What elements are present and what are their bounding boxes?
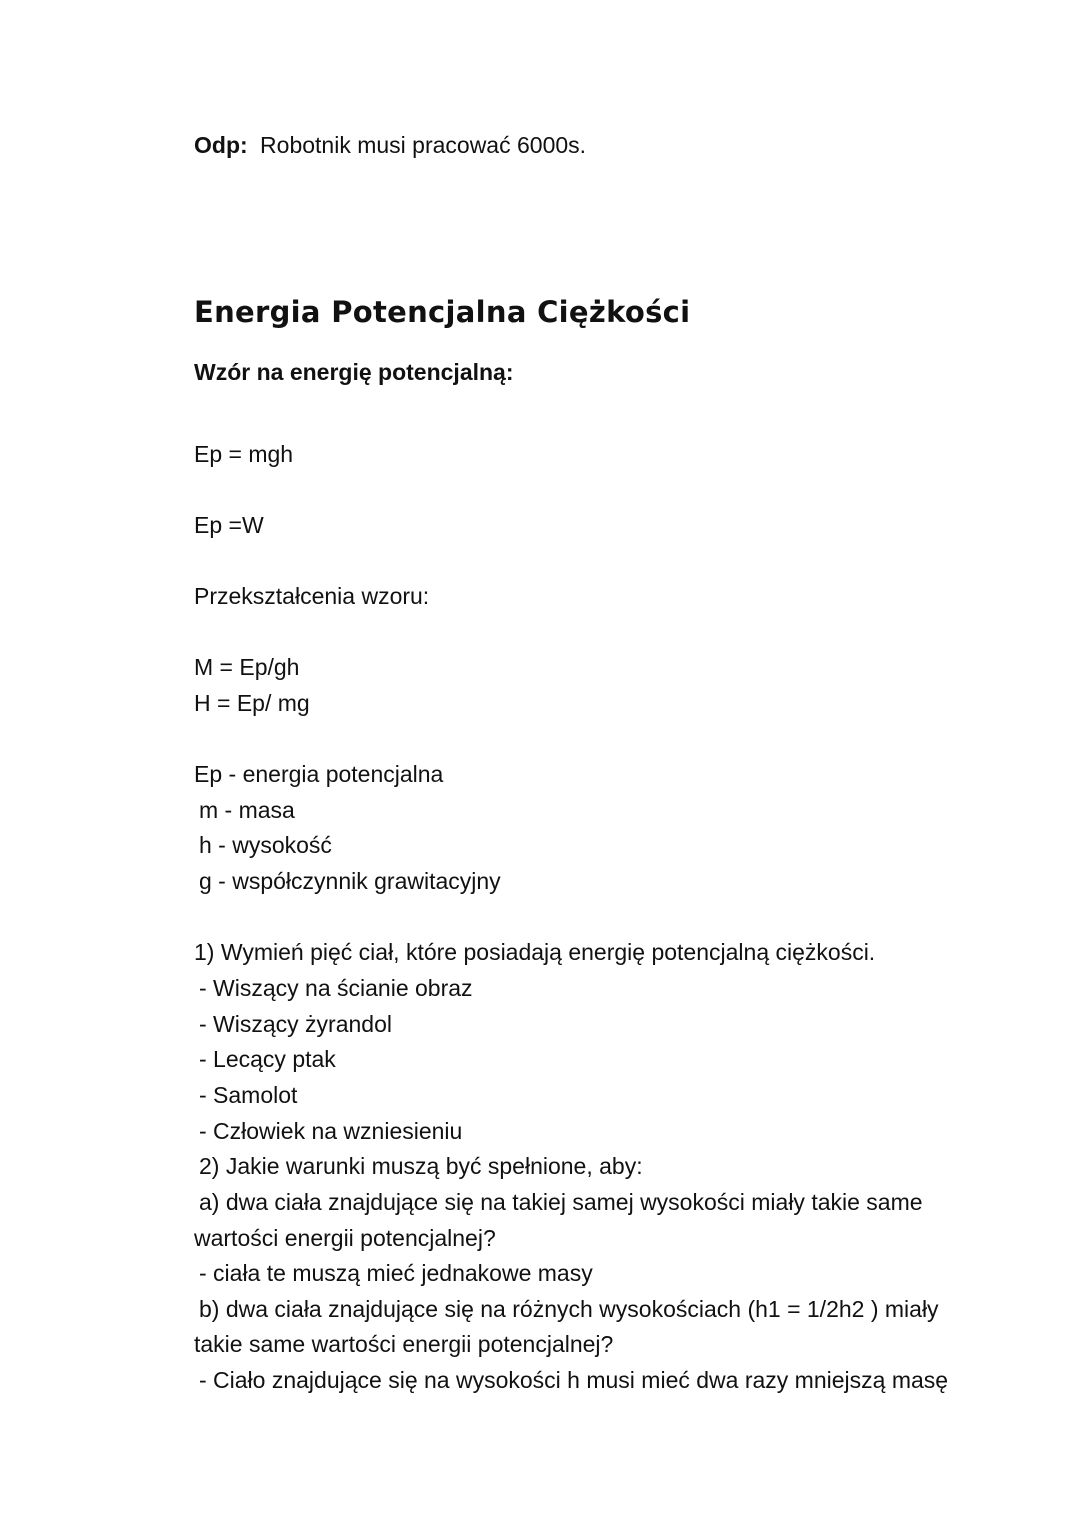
transformations-heading: Przekształcenia wzoru:: [194, 583, 430, 609]
legend-ep: Ep - energia potencjalna: [194, 761, 444, 787]
answer-text: Robotnik musi pracować 6000s.: [260, 132, 587, 158]
legend-m: m - masa: [199, 797, 295, 823]
section-title: Energia Potencjalna Ciężkości: [194, 295, 691, 329]
legend-h: h - wysokość: [199, 832, 332, 858]
transformation-height: H = Ep/ mg: [194, 690, 310, 716]
answer-label: Odp:: [194, 132, 248, 158]
question-1-answer: - Lecący ptak: [199, 1046, 336, 1072]
formula-ep-mgh: Ep = mgh: [194, 441, 294, 467]
question-2b-line2: takie same wartości energii potencjalnej?: [194, 1331, 614, 1357]
question-1-answer: - Wiszący żyrandol: [199, 1011, 392, 1037]
question-2a-line2: wartości energii potencjalnej?: [194, 1225, 496, 1251]
transformation-mass: M = Ep/gh: [194, 654, 300, 680]
question-2a-answer: - ciała te muszą mieć jednakowe masy: [199, 1260, 593, 1286]
question-1: 1) Wymień pięć ciał, które posiadają energię potencjalną ciężkości.: [194, 939, 876, 965]
question-1-answer: - Samolot: [199, 1082, 298, 1108]
question-2a-line1: a) dwa ciała znajdujące się na takiej samej wysokości miały takie same: [199, 1189, 923, 1215]
formula-ep-w: Ep =W: [194, 512, 264, 538]
question-1-answer: - Człowiek na wzniesieniu: [199, 1118, 463, 1144]
answer-line: [194, 129, 586, 161]
legend-g: g - współczynnik grawitacyjny: [199, 868, 501, 894]
question-2b-line1: b) dwa ciała znajdujące się na różnych wysokościach (h1 = 1/2h2 ) miały: [199, 1296, 939, 1322]
question-2b-answer: - Ciało znajdujące się na wysokości h musi mieć dwa razy mniejszą masę: [199, 1367, 949, 1393]
formula-heading: Wzór na energię potencjalną:: [194, 359, 514, 385]
question-1-answer: - Wiszący na ścianie obraz: [199, 975, 473, 1001]
question-2: 2) Jakie warunki muszą być spełnione, aby:: [199, 1153, 643, 1179]
